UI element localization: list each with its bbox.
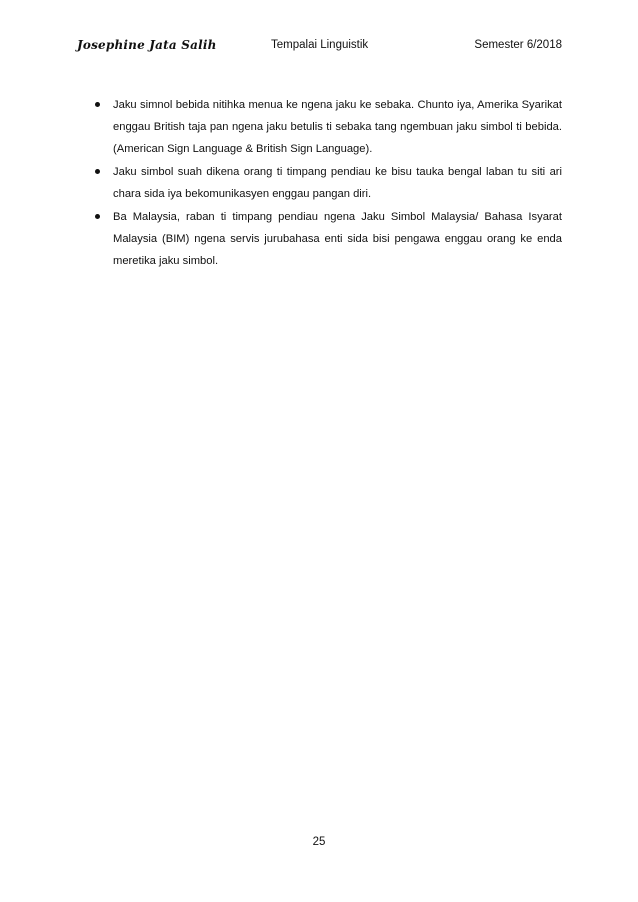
- list-item-text: Ba Malaysia, raban ti timpang pendiau ngena Jaku Simbol Malaysia/ Bahasa Isyarat Malaysia (BIM) ngena servis jurubahasa enti sida bisi pengawa enggau orang ke enda meretika jaku simbol.: [113, 211, 562, 267]
- header-semester: Semester 6/2018: [474, 39, 562, 51]
- list-item-text: Jaku simbol suah dikena orang ti timpang pendiau ke bisu tauka bengal laban tu siti ari chara sida iya bekomunikasyen enggau pangan diri.: [113, 166, 562, 200]
- bullet-icon: [95, 169, 100, 174]
- header-course-title: Tempalai Linguistik: [271, 39, 369, 51]
- page-header: [77, 38, 562, 58]
- list-item: [77, 94, 562, 160]
- bullet-icon: [95, 102, 100, 107]
- bullet-list: [77, 94, 562, 273]
- bullet-icon: [95, 214, 100, 219]
- list-item: [77, 206, 562, 272]
- list-item-text: Jaku simnol bebida nitihka menua ke ngena jaku ke sebaka. Chunto iya, Amerika Syarikat enggau British taja pan ngena jaku betulis ti sebaka tang ngembuan jaku simbol ti bebida. (American Sign Language & British Sign Language).: [113, 99, 562, 155]
- page-number: 25: [312, 836, 326, 848]
- header-author: Josephine Jata Salih: [77, 38, 217, 52]
- list-item: [77, 161, 562, 205]
